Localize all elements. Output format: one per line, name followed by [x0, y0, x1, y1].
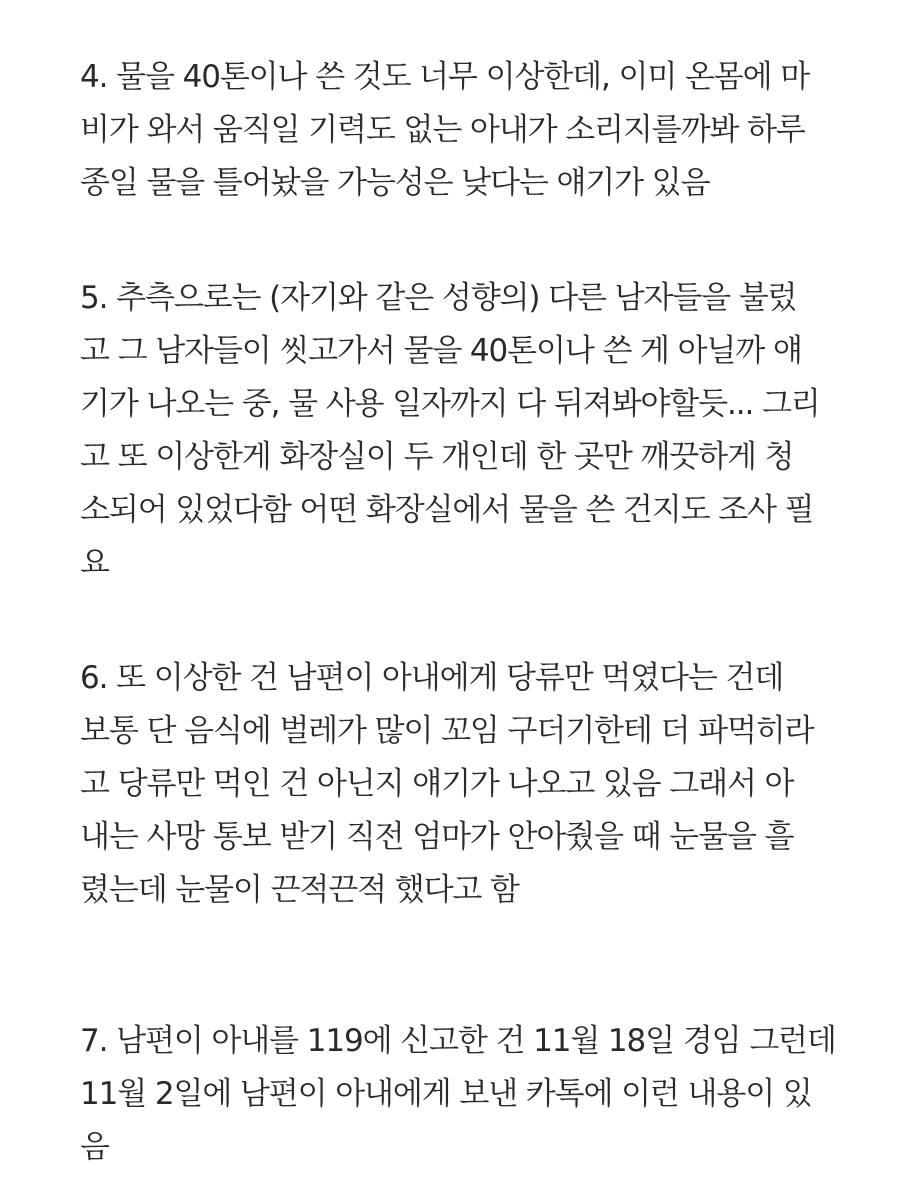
text-line: 보통 단 음식에 벌레가 많이 꼬임 구더기한테 더 파먹히라: [80, 713, 814, 749]
text-line: 4. 물을 40톤이나 쓴 것도 너무 이상한데, 이미 온몸에 마: [80, 59, 810, 95]
text-line: 내는 사망 통보 받기 직전 엄마가 안아줬을 때 눈물을 흘: [80, 819, 794, 855]
paragraph-6: [80, 652, 870, 917]
text-line: 렸는데 눈물이 끈적끈적 했다고 함: [80, 872, 519, 908]
paragraph-5: [80, 272, 870, 590]
text-line: 기가 나오는 중, 물 사용 일자까지 다 뒤져봐야할듯... 그리: [80, 386, 820, 422]
text-line: 11월 2일에 남편이 아내에게 보낸 카톡에 이런 내용이 있: [80, 1076, 812, 1112]
text-line: 고 당류만 먹인 건 아닌지 얘기가 나오고 있음 그래서 아: [80, 766, 794, 802]
text-line: 고 그 남자들이 씻고가서 물을 40톤이나 쓴 게 아닐까 얘: [80, 333, 802, 369]
text-line: 요: [80, 545, 109, 581]
text-line: 고 또 이상한게 화장실이 두 개인데 한 곳만 깨끗하게 청: [80, 439, 794, 475]
text-line: 소되어 있었다함 어떤 화장실에서 물을 쓴 건지도 조사 필: [80, 492, 814, 528]
text-line: 7. 남편이 아내를 119에 신고한 건 11월 18일 경임 그런데: [80, 1023, 836, 1059]
text-line: 5. 추측으로는 (자기와 같은 성향의) 다른 남자들을 불렀: [80, 280, 797, 316]
paragraph-7: [80, 1015, 870, 1174]
text-line: 6. 또 이상한 건 남편이 아내에게 당류만 먹였다는 건데: [80, 660, 784, 696]
text-line: 음: [80, 1129, 109, 1165]
text-line: 비가 와서 움직일 기력도 없는 아내가 소리지를까봐 하루: [80, 112, 805, 148]
paragraph-4: [80, 51, 870, 210]
text-line: 종일 물을 틀어놨을 가능성은 낮다는 얘기가 있음: [80, 165, 710, 201]
